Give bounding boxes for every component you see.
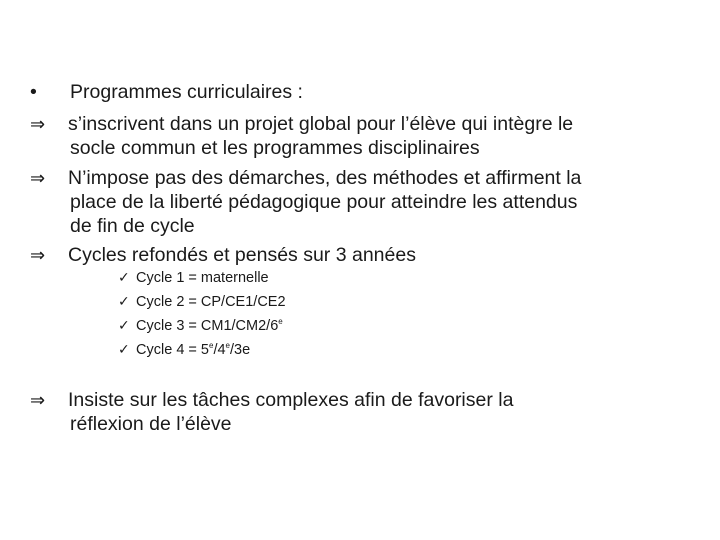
cycle-value <box>188 318 282 334</box>
cycle-item <box>118 268 269 288</box>
item-1-text: s’inscrivent dans un projet global pour l’élève qui intègre le <box>68 113 574 135</box>
cycle-value-part: = 5 <box>188 342 209 358</box>
superscript: e <box>278 317 283 326</box>
superscript: e <box>208 341 214 350</box>
check-icon: ✓ <box>118 318 130 334</box>
bullet-programmes <box>30 80 303 104</box>
cycle-item <box>118 292 286 312</box>
bullet-symbol: • <box>30 81 37 103</box>
check-icon: ✓ <box>118 270 130 286</box>
item-2-line-2: place de la liberté pédagogique pour atteindre les attendus <box>70 191 578 213</box>
check-icon: ✓ <box>118 342 130 358</box>
item-2-text: N’impose pas des démarches, des méthodes et affirment la <box>68 167 582 189</box>
cycle-label: Cycle 2 <box>136 294 185 310</box>
implies-arrow-icon: ⇒ <box>30 114 46 135</box>
item-4-text: Insiste sur les tâches complexes afin de favoriser la <box>68 389 514 411</box>
item-1-line-2: socle commun et les programmes disciplinaires <box>70 137 480 159</box>
item-3-line-1 <box>30 243 416 268</box>
check-icon: ✓ <box>118 294 130 310</box>
cycle-label: Cycle 4 <box>136 342 185 358</box>
item-2-line-1 <box>30 166 581 191</box>
cycle-value <box>188 342 250 358</box>
cycle-label: Cycle 3 <box>136 318 185 334</box>
cycle-label: Cycle 1 <box>136 270 185 286</box>
cycle-value-part: /4 <box>213 342 226 358</box>
bullet-text: Programmes curriculaires : <box>70 81 303 103</box>
implies-arrow-icon: ⇒ <box>30 168 46 189</box>
item-1-line-1 <box>30 112 573 137</box>
item-4-line-1 <box>30 388 513 413</box>
implies-arrow-icon: ⇒ <box>30 245 46 266</box>
cycle-value-part: = CM1/CM2/6 <box>188 318 279 334</box>
item-4-line-2: réflexion de l’élève <box>70 413 232 435</box>
implies-arrow-icon: ⇒ <box>30 390 46 411</box>
cycle-value: = maternelle <box>188 270 269 286</box>
cycle-item <box>118 340 250 360</box>
item-3-text: Cycles refondés et pensés sur 3 années <box>68 244 416 266</box>
cycle-value: = CP/CE1/CE2 <box>188 294 286 310</box>
cycle-item <box>118 316 283 336</box>
superscript: e <box>225 341 230 350</box>
item-2-line-3: de fin de cycle <box>70 215 195 237</box>
cycle-value-part: /3e <box>229 342 251 358</box>
